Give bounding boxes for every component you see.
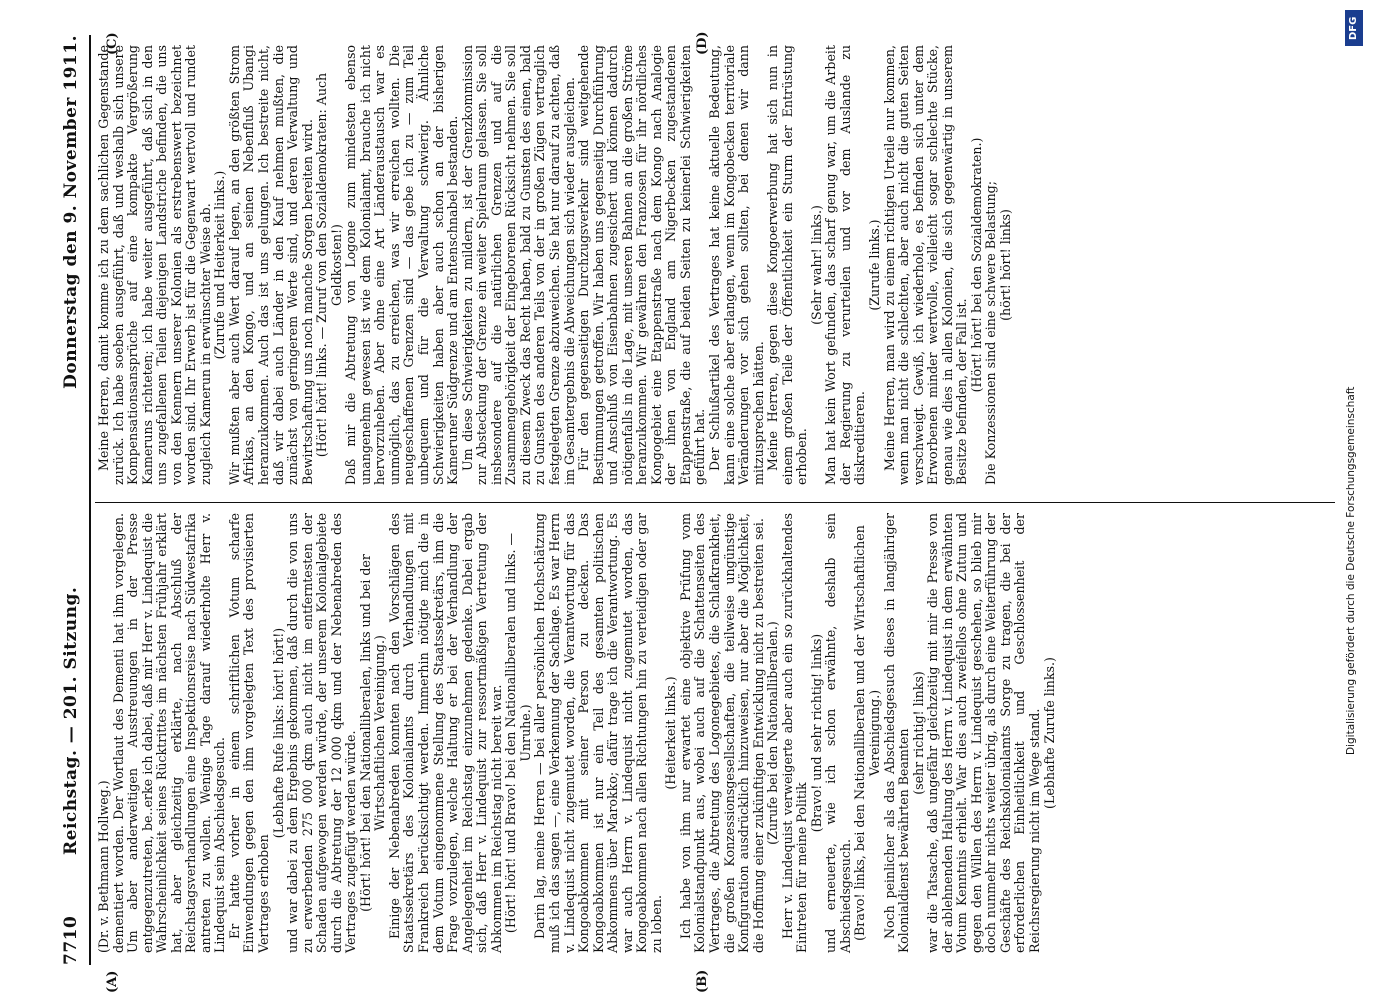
interjection: (Bravo! und sehr richtig! links) [808,633,824,833]
interjection: (Sehr wahr! links.) [808,205,824,325]
paragraph: Für den gegenseitigen Durchzugsverkehr sind weitgehende Bestimmungen getroffen. Wir haben uns gegenseitig Durchführung und Anschluß von Eisenbahnen zugesichert und können dadurch nötigenfalls in die Lage, mit unseren Bahnen an die großen Ströme heranzukommen. Wir gewähren den Franzosen für ihr nördliches Kongogebiet eine Etappenstraße nach dem Kongo nach Analogie der ihnen von England am Nigerbecken zugestandenen Etappenstraße, die auf beiden Seiten zu keinerlei Schwierigkeiten geführt hat. [576,45,708,485]
credit-strip [1345,10,1365,990]
margin-letter-b: (B) [695,969,710,993]
paragraph: war die Tatsache, daß ungefähr gleichzeitig mit mir die Presse von der ablehnenden Haltung des Herrn v. Lindequist in dem erwähnten Votum Kenntnis erhielt. War dies auch zweifellos ohne Zutun und gegen den Willen des Herrn v. Lindequist geschehen, so blieb mir doch nunmehr nichts weiter übrig, als durch eine Weiterführung der Geschäfte des Reichskolonialamts Sorge zu tragen, die bei der erforderlichen Einheitlichkeit und Geschlossenheit der Reichsregierung nicht im Wege stand. [925,513,1042,953]
paragraph: Meine Herren, gegen diese Kongoerwerbung hat sich nun in einem großen Teile der Öffentlichkeit ein Sturm der Entrüstung erhoben. [765,45,810,485]
paragraph: Meine Herren, damit komme ich zu dem sachlichen Gegenstande zurück. Ich habe soeben ausgeführt, daß und weshalb sich unsere Kompensationsansprüche auf eine kompakte Vergrößerung Kameruns richteten; ich habe weiter ausgeführt, daß sich in den uns zugefallenen Teilen diejenigen Landstriche befinden, die uns von den Kennern unserer Kolonien als erstrebenswert bezeichnet worden sind. Ihr Erwerb ist für die Gegenwart wertvoll und rundet zugleich Kamerun in erwünschter Weise ab. [96,45,213,485]
column-divider [95,502,1335,503]
page-number: 7710 [61,915,81,965]
interjection: (hört! hört! links) [997,209,1013,321]
paragraph: Man hat kein Wort gefunden, das scharf genug war, um die Arbeit der Regierung zu verurteilen und vor dem Auslande zu diskreditieren. [823,45,868,485]
paragraph: Herr v. Lindequist verweigerte aber auch ein so zurückhaltendes Eintreten für meine Politik [779,513,810,953]
interjection: (Zurufe und Heiterkeit links.) [212,170,228,360]
page-header [55,35,91,965]
interjection: (Hört! hört! bei den Nationalliberalen, links und bei der Wirtschaftlichen Vereinigung.) [357,554,388,912]
margin-letter-d: (D) [695,31,710,55]
paragraph: Ich habe von ihm nur erwartet eine objektive Prüfung vom Kolonialstandpunkt aus, wobei auch auf die Schattenseiten des Vertrages, die Abtretung des Logonegebietes, die Schlafkrankheit, die großen Konzessionsgesellschaften, die teilweise ungünstige Konfiguration ausdrücklich hinzuweisen, nur aber die Möglichkeit, die Hoffnung einer zukünftigen Entwicklung nicht zu bestreiten sei. [677,513,766,953]
paragraph: und erneuerte, wie ich schon erwähnte, deshalb sein Abschiedsgesuch. [823,513,853,953]
interjection: (Hört! hört! links. — Zuruf von den Sozialdemokraten: Auch Geldkosten!) [314,72,344,458]
paragraph: Noch peinlicher als das Abschiedsgesuch dieses in langjähriger Kolonialdienst bewährten Beamten [881,513,912,953]
header-session: Reichstag. — 201. Sitzung. [61,586,81,855]
left-column [97,513,1057,953]
margin-letter-a: (A) [105,970,120,993]
paragraph: Daß mir die Abtretung von Logone zum mindesten ebenso unangenehm gewesen ist wie dem Kolonialamt, brauche ich nicht hervorzuheben. Aber ohne eine Art Länderaustausch war es unmöglich, das zu erreichen, was wir erreichen wollten. Die neugeschaffenen Grenzen sind — das gebe ich zu — zum Teil unbequem und für die Verwaltung schwierig. Ähnliche Schwierigkeiten haben aber auch schon an der bisherigen Kameruner Südgrenze und am Entenschnabel bestanden. [343,45,461,485]
interjection: (Hört! hört! bei den Sozialdemokraten.) [968,137,984,393]
digitization-credit: Digitalisierung gefördert durch die Deutsche Forschungsgemeinschaft [1345,386,1357,755]
paragraph: Der Schlußartikel des Vertrages hat keine aktuelle Bedeutung, kann eine solche aber erlangen, wenn im Kongobecken territoriale Veränderungen vor sich gehen sollten, bei denen wir dann mitzusprechen hätten. [706,45,766,485]
document-page [55,25,1345,993]
paragraph: Wir mußten aber auch Wert darauf legen, an den größten Strom Afrikas, an den Kongo, und an seinen Nebenfluß Ubangi heranzukommen. Auch das ist uns gelungen. Ich bestreite nicht, daß wir dabei auch Länder in den Kauf nehmen mußten, die zunächst von geringerem Werte sind, und deren Verwaltung und Bewirtschaftung uns noch manche Sorgen bereiten wird. [226,45,315,485]
margin-letter-c: (C) [105,32,120,55]
interjection: (Lebhafte Zurufe links.) [1041,657,1057,809]
paragraph: Die Konzessionen sind eine schwere Belastung; [983,181,999,485]
interjection: (sehr richtig! links) [910,671,926,795]
paragraph: Darin lag, meine Herren — bei aller persönlichen Hochschätzung muß ich das sagen —, eine Verkennung der Sachlage. Es war Herrn v. Lindequist nicht zugemutet worden, die Verantwortung für das Kongoabkommen mit seiner Person zu decken. Das Kongoabkommen ist nur ein Teil des gesamten politischen Abkommens über Marokko; dafür trage ich die Verantwortung. Es war auch Herrn v. Lindequist nicht zugemutet worden, das Kongoabkommen nach allen Richtungen hin zu verteidigen oder gar zu loben. [532,513,664,953]
interjection: (Lebhafte Rufe links: hört! hört!) [270,627,286,839]
paragraph: und war dabei zu dem Ergebnis gekommen, daß durch die von uns zu erwerbenden 275 000 qkm auch nicht im entferntesten der Schaden aufgewogen werden würde, der unserem Kolonialgebiete durch die Abtretung der 12 000 qkm und der Nebenabreden des Vertrages zugefügt werden würde. [285,513,359,953]
right-column [97,45,1013,485]
header-date: Donnerstag den 9. November 1911. [61,35,81,389]
paragraph: Um diese Schwierigkeiten zu mildern, ist der Grenzkommission zur Absteckung der Grenze ein weiter Spielraum gelassen. Sie soll insbesondere auf die natürlichen Grenzen und auf die Zusammengehörigkeit der Eingeborenen Rücksicht nehmen. Sie soll zu diesem Zweck das Recht haben, bald zu Gunsten des einen, bald zu Gunsten des anderen Teils von der in großen Zügen vertraglich festgelegten Grenze abzuweichen. Sie hat nur darauf zu achten, daß im Gesamtergebnis die Abweichungen sich wieder ausgleichen. [459,45,577,485]
interjection: (Zurufe links.) [866,219,882,311]
interjection: (Zurufe bei den Nationalliberalen.) [765,621,781,845]
paragraph: dementiert worden. Der Wortlaut des Dementi hat ihm vorgelegen. Um aber anderweitigen Ausstreuungen in der Presse entgegenzutreten, be..erke ich dabei, daß mir Herr v. Lindequist die Wahrscheinlichkeit seines Rücktrittes im nächsten Frühjahr erklärt hat, aber gleichzeitig erklärte, nach Abschluß der Reichstagsverhandlungen eine Inspektionsreise nach Südwestafrika antreten zu wollen. Wenige Tage darauf wiederholte Herr v. Lindequist sein Abschiedsgesuch. [110,513,228,953]
interjection: (Bravo! links, bei den Nationalliberalen und der Wirtschaftlichen Vereinigung.) [852,525,882,941]
dfg-logo: DFG [1345,10,1363,46]
paragraph: Meine Herren, man wird zu einem richtigen Urteile nur kommen, wenn man nicht die schlechten, aber auch nicht die guten Seiten verschweigt. Gewiß, ich wiederhole, es befinden sich unter dem Erworbenen minder wertvolle, vielleicht sogar schlechte Stücke, genau wie dies in allen Kolonien, die sich gegenwärtig in unserem Besitze befinden, der Fall ist. [881,45,970,485]
interjection: (Heiterkeit links.) [663,676,679,790]
interjection: (Hört! hört! und Bravo! bei den Nationalliberalen und links. — Unruhe.) [503,532,533,934]
paragraph: Einige der Nebenabreden konnten nach den Vorschlägen des Staatssekretärs des Kolonialamts durch Verhandlungen mit Frankreich berücksichtigt werden. Immerhin nötigte mich die in dem Votum eingenommene Stellung des Staatssekretärs, ihm die Frage vorzulegen, welche Haltung er bei der Verhandlung der Angelegenheit im Reichstag einzunehmen gedenke. Dabei ergab sich, daß Herr v. Lindequist zur ressortmäßigen Vertretung der Abkommen im Reichstag nicht bereit war. [386,513,504,953]
paragraph: Er hatte vorher in einem schriftlichen Votum scharfe Einwendungen gegen den ihm vorgelegten Text des provisierten Vertrages erhoben [226,513,272,953]
paragraph: (Dr. v. Bethmann Hollweg.) [96,780,111,953]
